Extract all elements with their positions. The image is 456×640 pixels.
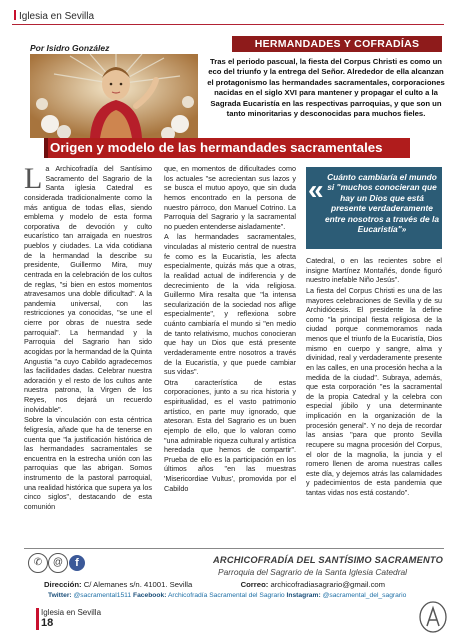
twitter-handle[interactable]: @sacramental1511 (73, 592, 132, 599)
pull-quote-text: Cuánto cambiaría el mundo si "muchos conocieran que hay un Dios que está presente verdaderamente entre nosotros a través de la Eucaristía"» (324, 172, 440, 235)
article-column-1 (24, 164, 152, 513)
magazine-title: Iglesia en Sevilla (19, 11, 95, 22)
brotherhood-subtitle: Parroquia del Sagrario de la Santa Iglesia Catedral (218, 567, 408, 577)
contact-icons (28, 553, 88, 575)
magazine-header (14, 10, 94, 22)
page-number: 18 (41, 617, 54, 629)
paragraph: A las hermandades sacramentales, vinculadas al misterio central de nuestra fe como es la Eucaristía, les afecta especialmente, quizás más que a otras, la realidad actual de indiferencia y de decrecimiento de la vida religiosa. Guillermo Mira resalta que "la intensa secularización de la sociedad nos aflige especialmente", y reflexiona sobre cuánto cambiaría el mundo si "en medio de tanto relativismo, muchos conocieran que hay un Dios que está presente verdaderamente entre nosotros a través de la Eucaristía, y que puede cambiar sus vidas". (164, 232, 296, 377)
article-column-2 (164, 164, 296, 494)
page-magazine-title: Iglesia en Sevilla (41, 608, 102, 617)
header-rule (12, 24, 444, 25)
at-icon: @ (48, 553, 68, 573)
quote-mark: « (308, 174, 324, 205)
facebook-label: Facebook: (132, 592, 167, 599)
lede-paragraph: Tras el periodo pascual, la fiesta del Corpus Christi es como un eco del triunfo y la entrega del Señor. Alrededor de ella alcanzan el protagonismo las hermandades sacramentales, corporaciones nacidas en el siglo XVI para mantener y propagar el culto a la Sagrada Eucaristía en las respectivas parroquias, y que son un tanto minoritarias y desconocidas para muchos fieles. (207, 57, 445, 119)
address-value: C/ Alemanes s/n. 41001. Sevilla (83, 580, 193, 589)
brotherhood-name: ARCHICOFRADÍA DEL SANTÍSIMO SACRAMENTO (213, 555, 444, 565)
article-headline: Origen y modelo de las hermandades sacramentales (50, 140, 383, 155)
paragraph: a Archicofradía del Santísimo Sacramento del Sagrario de la Santa iglesia Catedral es considerada tradicionalmente como la más antigua de todas ellas, siendo emblema y modelo de esta forma corporativa de devoción y culto eucarístico tan arraigada en nuestros pueblos y ciudades. La vida cotidiana de la hermandad la describe su presidente, Guillermo Mira, muy centrada en la celebración de los cultos de reglas, "si bien en estos momentos atravesamos una doble dificultad". A la pandemia universal, con las restricciones ya conocidas, "se une el cierre por obras de nuestra sede parroquial". La hermandad y la Parroquia del Sagrario han sido acogidas por la hermandad de la Quinta Angustia "a cuyo Cabildo agradecemos las facilidades dadas. Celebrar nuestra adoración y el resto de los cultos ante nuestra patrona, la Virgen de los Reyes, nos dejará un recuerdo inolvidable". (24, 164, 152, 414)
instagram-label: Instagram: (286, 592, 321, 599)
email-link[interactable]: archicofradiasagrario@gmail.com (270, 580, 386, 589)
page-accent-bar (36, 608, 39, 630)
nino-jesus-photo (30, 54, 198, 138)
address-label: Dirección: (44, 580, 82, 589)
phone-icon: ✆ (28, 553, 48, 573)
facebook-page[interactable]: Archicofradía Sacramental del Sagrario (167, 592, 285, 599)
twitter-label: Twitter: (48, 592, 72, 599)
author-byline: Por Isidro González (30, 43, 110, 53)
paragraph: Catedral, o en las recientes sobre el insigne Martínez Montañés, donde figuró nuestro inefable Niño Jesús". (306, 256, 442, 285)
address-line (44, 580, 444, 589)
paragraph: que, en momentos de dificultades como los actuales "se acrecientan sus lazos y se busca el mutuo apoyo, que sin duda hemos encontrado en la persona de nuestro párroco, don Manuel Cotrino. La Parroquia del Sagrario y la sacramental no pueden entenderse aisladamente". (164, 164, 296, 231)
social-line (48, 592, 448, 599)
footer-rule (24, 548, 444, 549)
paragraph: Sobre la vinculación con esta céntrica feligresía, añade que ha de tenerse en cuenta que "la justificación histórica de las hermandades sacramentales se encuentra en la estrecha unión con las parroquias que las abrigan. Somos instrumento de la pastoral parroquial, una realidad histórica que supera ya los cinco siglos", destacando de esta comunión (24, 415, 152, 511)
paragraph: Otra característica de estas corporaciones, junto a su rica historia y espiritualidad, es el vasto patrimonio artístico, en parte muy ignorado, que atesoran. Esta del Sagrario es un buen ejemplo de ello, que lo valoran como "una admirable riqueza cultural y artística heredada que hemos de compartir". Prueba de ello es la participación en los últimos años "en las muestras 'Misericordiae Vultus', promovida por el Cabildo (164, 377, 296, 493)
facebook-icon: f (69, 555, 85, 571)
instagram-handle[interactable]: @sacramental_del_sagrario (322, 592, 407, 599)
section-banner: HERMANDADES Y COFRADÍAS (232, 36, 442, 52)
email-label: Correo: (240, 580, 269, 589)
dropcap: L (24, 162, 43, 195)
paragraph: La fiesta del Corpus Christi es una de las mayores celebraciones de Sevilla y de su Archidiócesis. El presidente la define como "la principal fiesta religiosa de la ciudad porque conmemoramos nada menos que el triunfo de la Eucaristía, Dios mismo en cuerpo y sangre, alma y divinidad, real y verdaderamente presente en las calles, en una procesión hecha a la medida de la ciudad". Subraya, además, que esta corporación "es la sacramental de la propia Catedral y la celebra con especial júbilo y una determinante implicación en la organización de la procesión general". Y no deja de recordar las ansias "para que pronto Sevilla recupere su magna procesión del Corpus, el olor de la magnolia, la juncia y el romero llenen de aroma nuestras calles este día, y dejemos atrás las calamidades y padecimientos de esta pandemia que tantas vidas nos está costando". (306, 285, 442, 497)
watermark-stamp-icon (418, 600, 448, 634)
article-column-3 (306, 256, 442, 499)
